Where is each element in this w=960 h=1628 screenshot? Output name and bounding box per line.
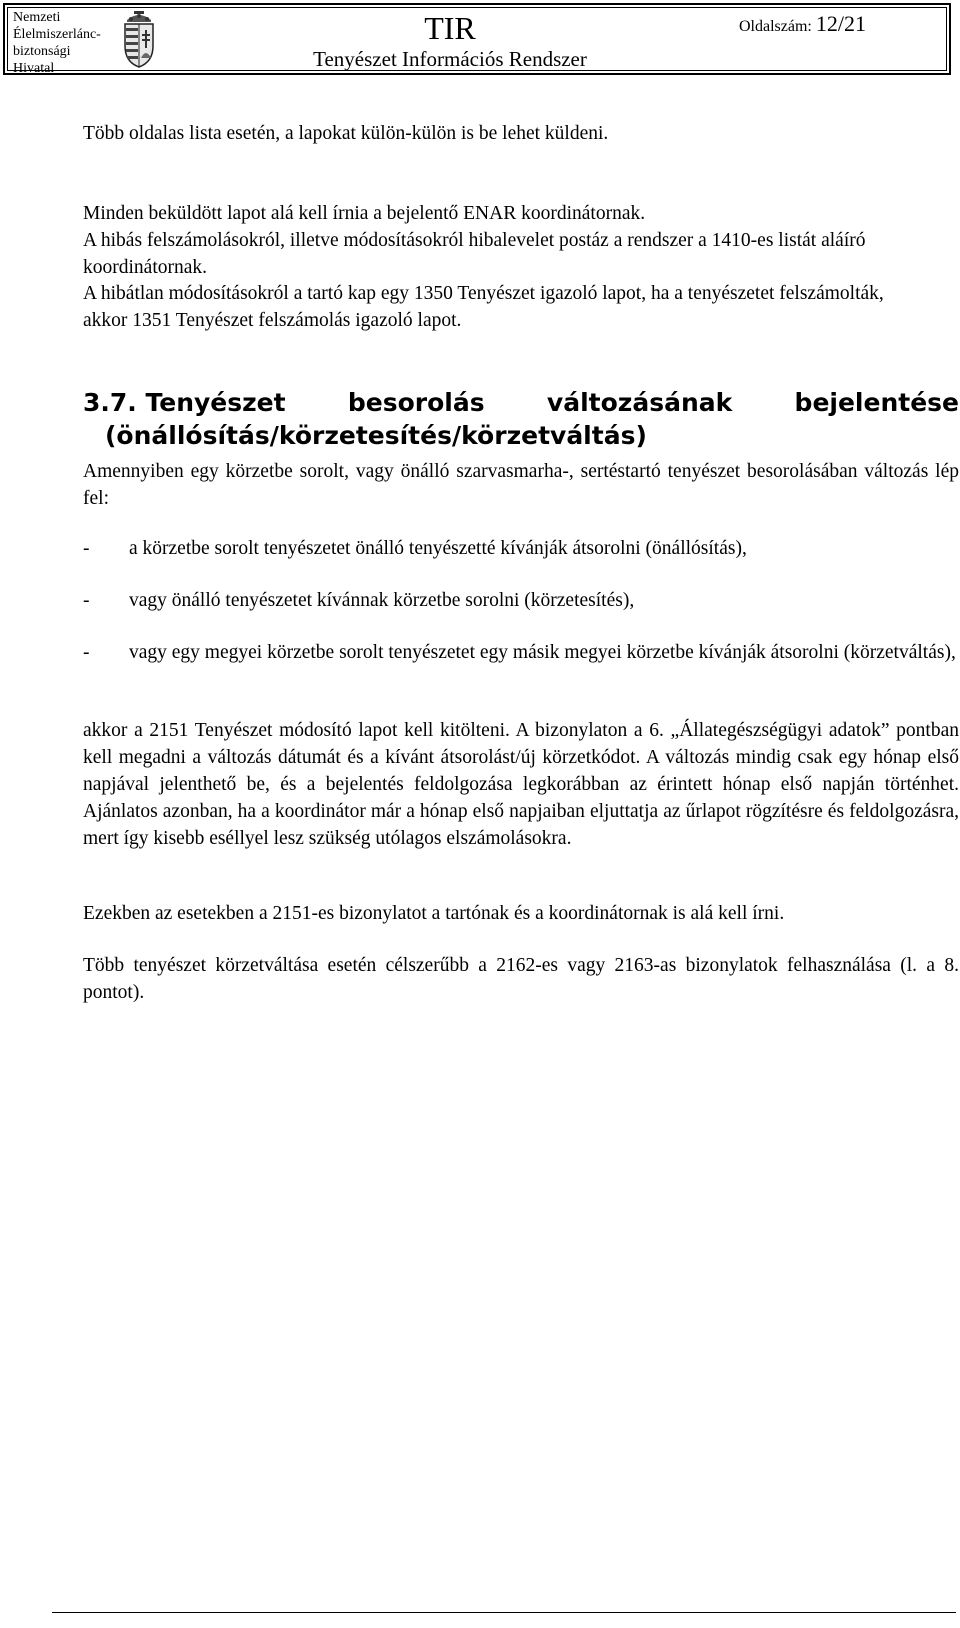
org-line-1: Nemzeti <box>13 10 61 25</box>
list-dash: - <box>83 642 90 663</box>
section-title-word-4: bejelentése <box>794 388 959 417</box>
hungarian-coat-of-arms-icon <box>117 5 161 73</box>
section-heading <box>83 386 959 452</box>
page-number-box <box>739 5 949 73</box>
org-line-2: Élelmiszerlánc- <box>13 27 101 42</box>
page-header <box>3 3 951 75</box>
signature-note-paragraph: Ezekben az esetekben a 2151-es bizonylatot a tartónak és a koordinátornak is alá kell írni. <box>83 903 785 924</box>
section-intro-paragraph: Amennyiben egy körzetbe sorolt, vagy önálló szarvasmarha-, sertéstartó tenyészet besorolásában változás lép fel: <box>83 461 959 509</box>
page-number-label: Oldalszám: <box>739 18 816 35</box>
intro-paragraph-2-line-3: A hibátlan módosításokról a tartó kap egy 1350 Tenyészet igazoló lapot, ha a tenyészetet felszámolták, akkor 1351 Tenyészet felszámolás igazoló lapot. <box>83 283 884 331</box>
list-dash: - <box>83 538 90 559</box>
system-name: Tenyészet Információs Rendszer <box>313 47 587 71</box>
procedure-paragraph: akkor a 2151 Tenyészet módosító lapot kell kitölteni. A bizonylaton a 6. „Állategészségügyi adatok” pontban kell megadni a változás dátumát és a kívánt átsorolást/új körzetkódot. A változás mindig csak egy hónap első napjával jelenthető be, és a bejelentés feldolgozása legkorábban az érintett hónap első napján történhet. Ajánlatos azonban, ha a koordinátor már a hónap első napjaiban eljuttatja az űrlapot rögzítésre és feldolgozásra, mert így kisebb eséllyel lesz szükség utólagos elszámolásokra. <box>83 720 959 849</box>
intro-paragraph-2-line-2: A hibás felszámolásokról, illetve módosításokról hibalevelet postáz a rendszer a 1410-es listát aláíró koordinátornak. <box>83 230 866 278</box>
list-item <box>83 639 959 666</box>
organization-name <box>5 5 117 76</box>
footer-rule <box>52 1612 956 1613</box>
section-heading-number-and-first-word <box>83 386 286 419</box>
section-title-word-1: Tenyészet <box>145 388 286 417</box>
list-item <box>83 587 959 614</box>
multiple-farms-note-paragraph: Több tenyészet körzetváltása esetén célszerűbb a 2162-es vagy 2163-as bizonylatok felhasználása (l. a 8. pontot). <box>83 955 959 1003</box>
org-line-4: Hivatal <box>13 61 55 76</box>
section-number: 3.7. <box>83 388 137 417</box>
list-item-text: a körzetbe sorolt tenyészetet önálló tenyészetté kívánják átsorolni (önállósítás), <box>129 538 747 559</box>
list-item-text: vagy egy megyei körzetbe sorolt tenyészetet egy másik megyei körzetbe kívánják átsorolni (körzetváltás), <box>129 642 956 663</box>
list-item <box>83 535 959 562</box>
list-dash: - <box>83 590 90 611</box>
intro-paragraph-1: Több oldalas lista esetén, a lapokat külön-külön is be lehet küldeni. <box>83 123 609 144</box>
section-title-subtitle: (önállósítás/körzetesítés/körzetváltás) <box>105 421 647 450</box>
section-title-word-2: besorolás <box>347 388 485 417</box>
section-title-word-3: változásának <box>546 388 733 417</box>
org-line-3: biztonsági <box>13 44 71 59</box>
system-acronym: TIR <box>424 10 476 46</box>
intro-paragraph-2-line-1: Minden beküldött lapot alá kell írnia a bejelentő ENAR koordinátornak. <box>83 203 646 224</box>
header-title-block <box>161 5 739 73</box>
page-number: 12/21 <box>815 11 866 36</box>
list-item-text: vagy önálló tenyészetet kívánnak körzetbe sorolni (körzetesítés), <box>129 590 635 611</box>
